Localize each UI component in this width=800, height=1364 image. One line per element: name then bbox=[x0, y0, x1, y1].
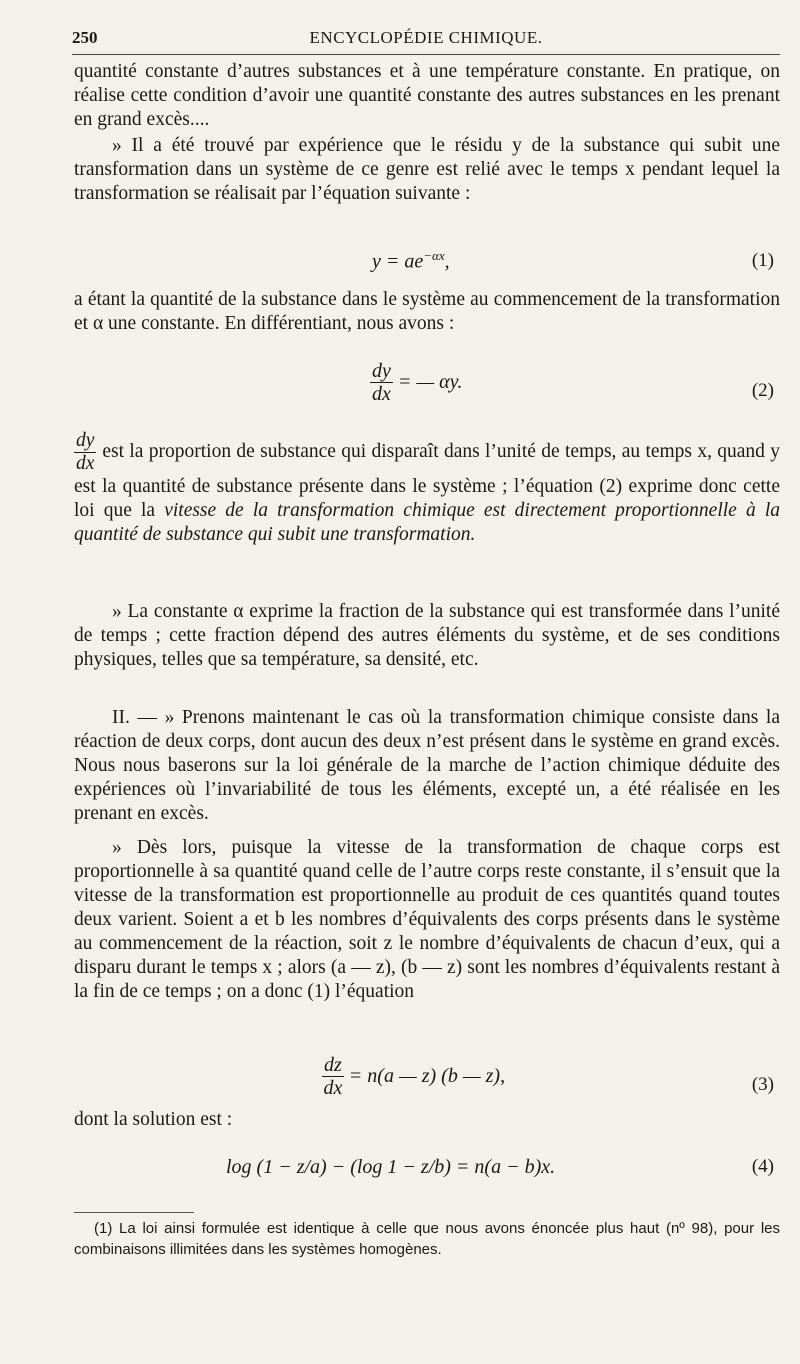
equation-1 bbox=[74, 248, 780, 278]
footnote bbox=[74, 1218, 780, 1260]
inline-fraction bbox=[74, 430, 96, 475]
paragraph-3: a étant la quantité de la substance dans le système au commencement de la transformation et α une constante. En différentiant, nous avons : bbox=[74, 289, 780, 334]
running-title: ENCYCLOPÉDIE CHIMIQUE. bbox=[309, 28, 543, 47]
paragraph-4-emphasis: vitesse de la transformation chimique est directement proportionnelle à la quantité de substance qui subit une transformation. bbox=[74, 500, 780, 545]
equation-2-fraction bbox=[370, 360, 393, 405]
equation-4 bbox=[74, 1146, 780, 1194]
paragraph-4-text: est la proportion de substance qui disparaît dans l’unité de temps, au temps x, quand y est la quantité de substance présente dans le système ; l’équation (2) exprime donc cette loi que la bbox=[74, 440, 780, 521]
equation-3-rhs: = n(a — z) (b — z), bbox=[348, 1065, 506, 1087]
footnote-rule bbox=[74, 1212, 194, 1213]
page-header bbox=[72, 24, 780, 55]
equation-1-tail: , bbox=[444, 250, 450, 273]
inline-fraction-numerator: dy bbox=[76, 430, 95, 451]
equation-4-number: (4) bbox=[751, 1156, 774, 1177]
equation-1-formula: y = ae bbox=[372, 250, 424, 273]
paragraph-6: II. — » Prenons maintenant le cas où la transformation chimique consiste dans la réaction de deux corps, dont aucun des deux n’est présent dans le système en grand excès. Nous nous baserons sur la loi générale de la marche de l’action chimique déduite des expériences où l’invariabilité de tous les éléments, excepté un, a été réalisée en les prenant en excès. bbox=[74, 707, 780, 824]
paragraph-8: dont la solution est : bbox=[74, 1109, 233, 1130]
paragraph-5: » La constante α exprime la fraction de la substance qui est transformée dans l’unité de temps ; cette fraction dépend des autres éléments du système, et de ses conditions physiques, telles que sa température, sa densité, etc. bbox=[74, 601, 780, 670]
equation-1-number: (1) bbox=[751, 250, 774, 271]
paragraph-4 bbox=[74, 430, 780, 547]
footnote-text: (1) La loi ainsi formulée est identique à celle que nous avons énoncée plus haut (nº 98), pour les combinaisons illimitées dans les systèmes homogènes. bbox=[74, 1220, 780, 1258]
equation-3-number: (3) bbox=[751, 1074, 774, 1095]
equation-2-denominator: dx bbox=[372, 383, 391, 405]
paragraph-7: » Dès lors, puisque la vitesse de la transformation de chaque corps est proportionnelle à sa quantité quand celle de l’autre corps reste constante, il s’ensuit que la vitesse de la transformation est proportionnelle au produit de ces quantités quand toutes deux varient. Soient a et b les nombres d’équivalents des corps présents dans le système au commencement de la réaction, soit z le nombre d’équivalents de chacun d’eux, qui a disparu durant le temps x ; alors (a — z), (b — z) sont les nombres d’équivalents restant à la fin de ce temps ; on a donc (1) l’équation bbox=[74, 837, 780, 1002]
equation-3-fraction bbox=[322, 1054, 344, 1099]
equation-3-numerator: dz bbox=[324, 1054, 342, 1076]
equation-3-denominator: dx bbox=[323, 1077, 343, 1099]
equation-2-number: (2) bbox=[751, 380, 774, 401]
paragraph-1: quantité constante d’autres substances et à une température constante. En pratique, on réalise cette condition d’avoir une quantité constante des autres substances en les prenant en grand excès.... bbox=[74, 61, 780, 130]
paragraph-2: » Il a été trouvé par expérience que le résidu y de la substance qui subit une transformation dans un système de ce genre est relié avec le temps x pendant lequel la transformation se réalisait par l’équation suivante : bbox=[74, 135, 780, 204]
page-number: 250 bbox=[72, 28, 98, 47]
equation-2-rhs: = — αy. bbox=[397, 371, 463, 393]
equation-2 bbox=[74, 360, 780, 420]
equation-2-numerator: dy bbox=[372, 360, 391, 382]
equation-3 bbox=[74, 1054, 780, 1114]
equation-4-formula: log (1 − z/a) − (log 1 − z/b) = n(a − b)x. bbox=[226, 1156, 556, 1178]
equation-1-exponent: −αx bbox=[423, 248, 445, 263]
inline-fraction-denominator: dx bbox=[76, 453, 95, 474]
